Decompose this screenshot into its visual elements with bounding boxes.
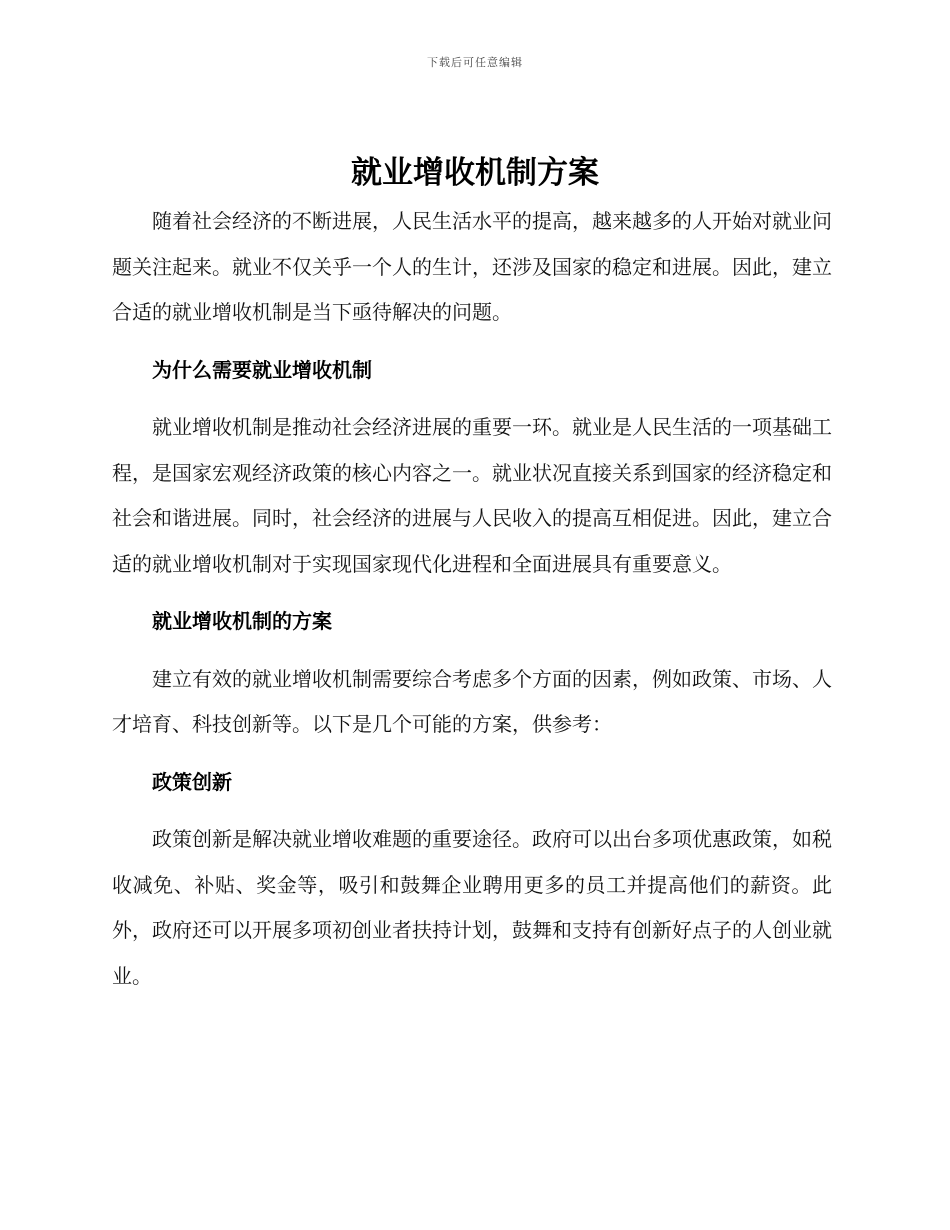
section-heading-policy: 政策创新 <box>152 769 232 794</box>
page-header: 下载后可任意编辑 <box>427 56 523 69</box>
document-body <box>112 199 832 999</box>
document-title: 就业增收机制方案 <box>351 155 599 191</box>
section-heading-plan: 就业增收机制的方案 <box>152 609 332 633</box>
section-heading-why: 为什么需要就业增收机制 <box>152 357 372 382</box>
why-paragraph: 就业增收机制是推动社会经济进展的重要一环。就业是人民生活的一项基础工程，是国家宏观经济政策的核心内容之一。就业状况直接关系到国家的经济稳定和社会和谐进展。同时，社会经济的进展与人民收入的提高互相促进。因此，建立合适的就业增收机制对于实现国家现代化进程和全面进展具有重要意义。 <box>112 415 832 576</box>
plan-paragraph: 建立有效的就业增收机制需要综合考虑多个方面的因素，例如政策、市场、人才培育、科技创新等。以下是几个可能的方案，供参考： <box>112 666 832 736</box>
policy-paragraph: 政策创新是解决就业增收难题的重要途径。政府可以出台多项优惠政策，如税收减免、补贴、奖金等，吸引和鼓舞企业聘用更多的员工并提高他们的薪资。此外，政府还可以开展多项初创业者扶持计划，鼓舞和支持有创新好点子的人创业就业。 <box>112 827 832 988</box>
intro-paragraph: 随着社会经济的不断进展，人民生活水平的提高，越来越多的人开始对就业问题关注起来。就业不仅关乎一个人的生计，还涉及国家的稳定和进展。因此，建立合适的就业增收机制是当下亟待解决的问题。 <box>112 209 832 324</box>
